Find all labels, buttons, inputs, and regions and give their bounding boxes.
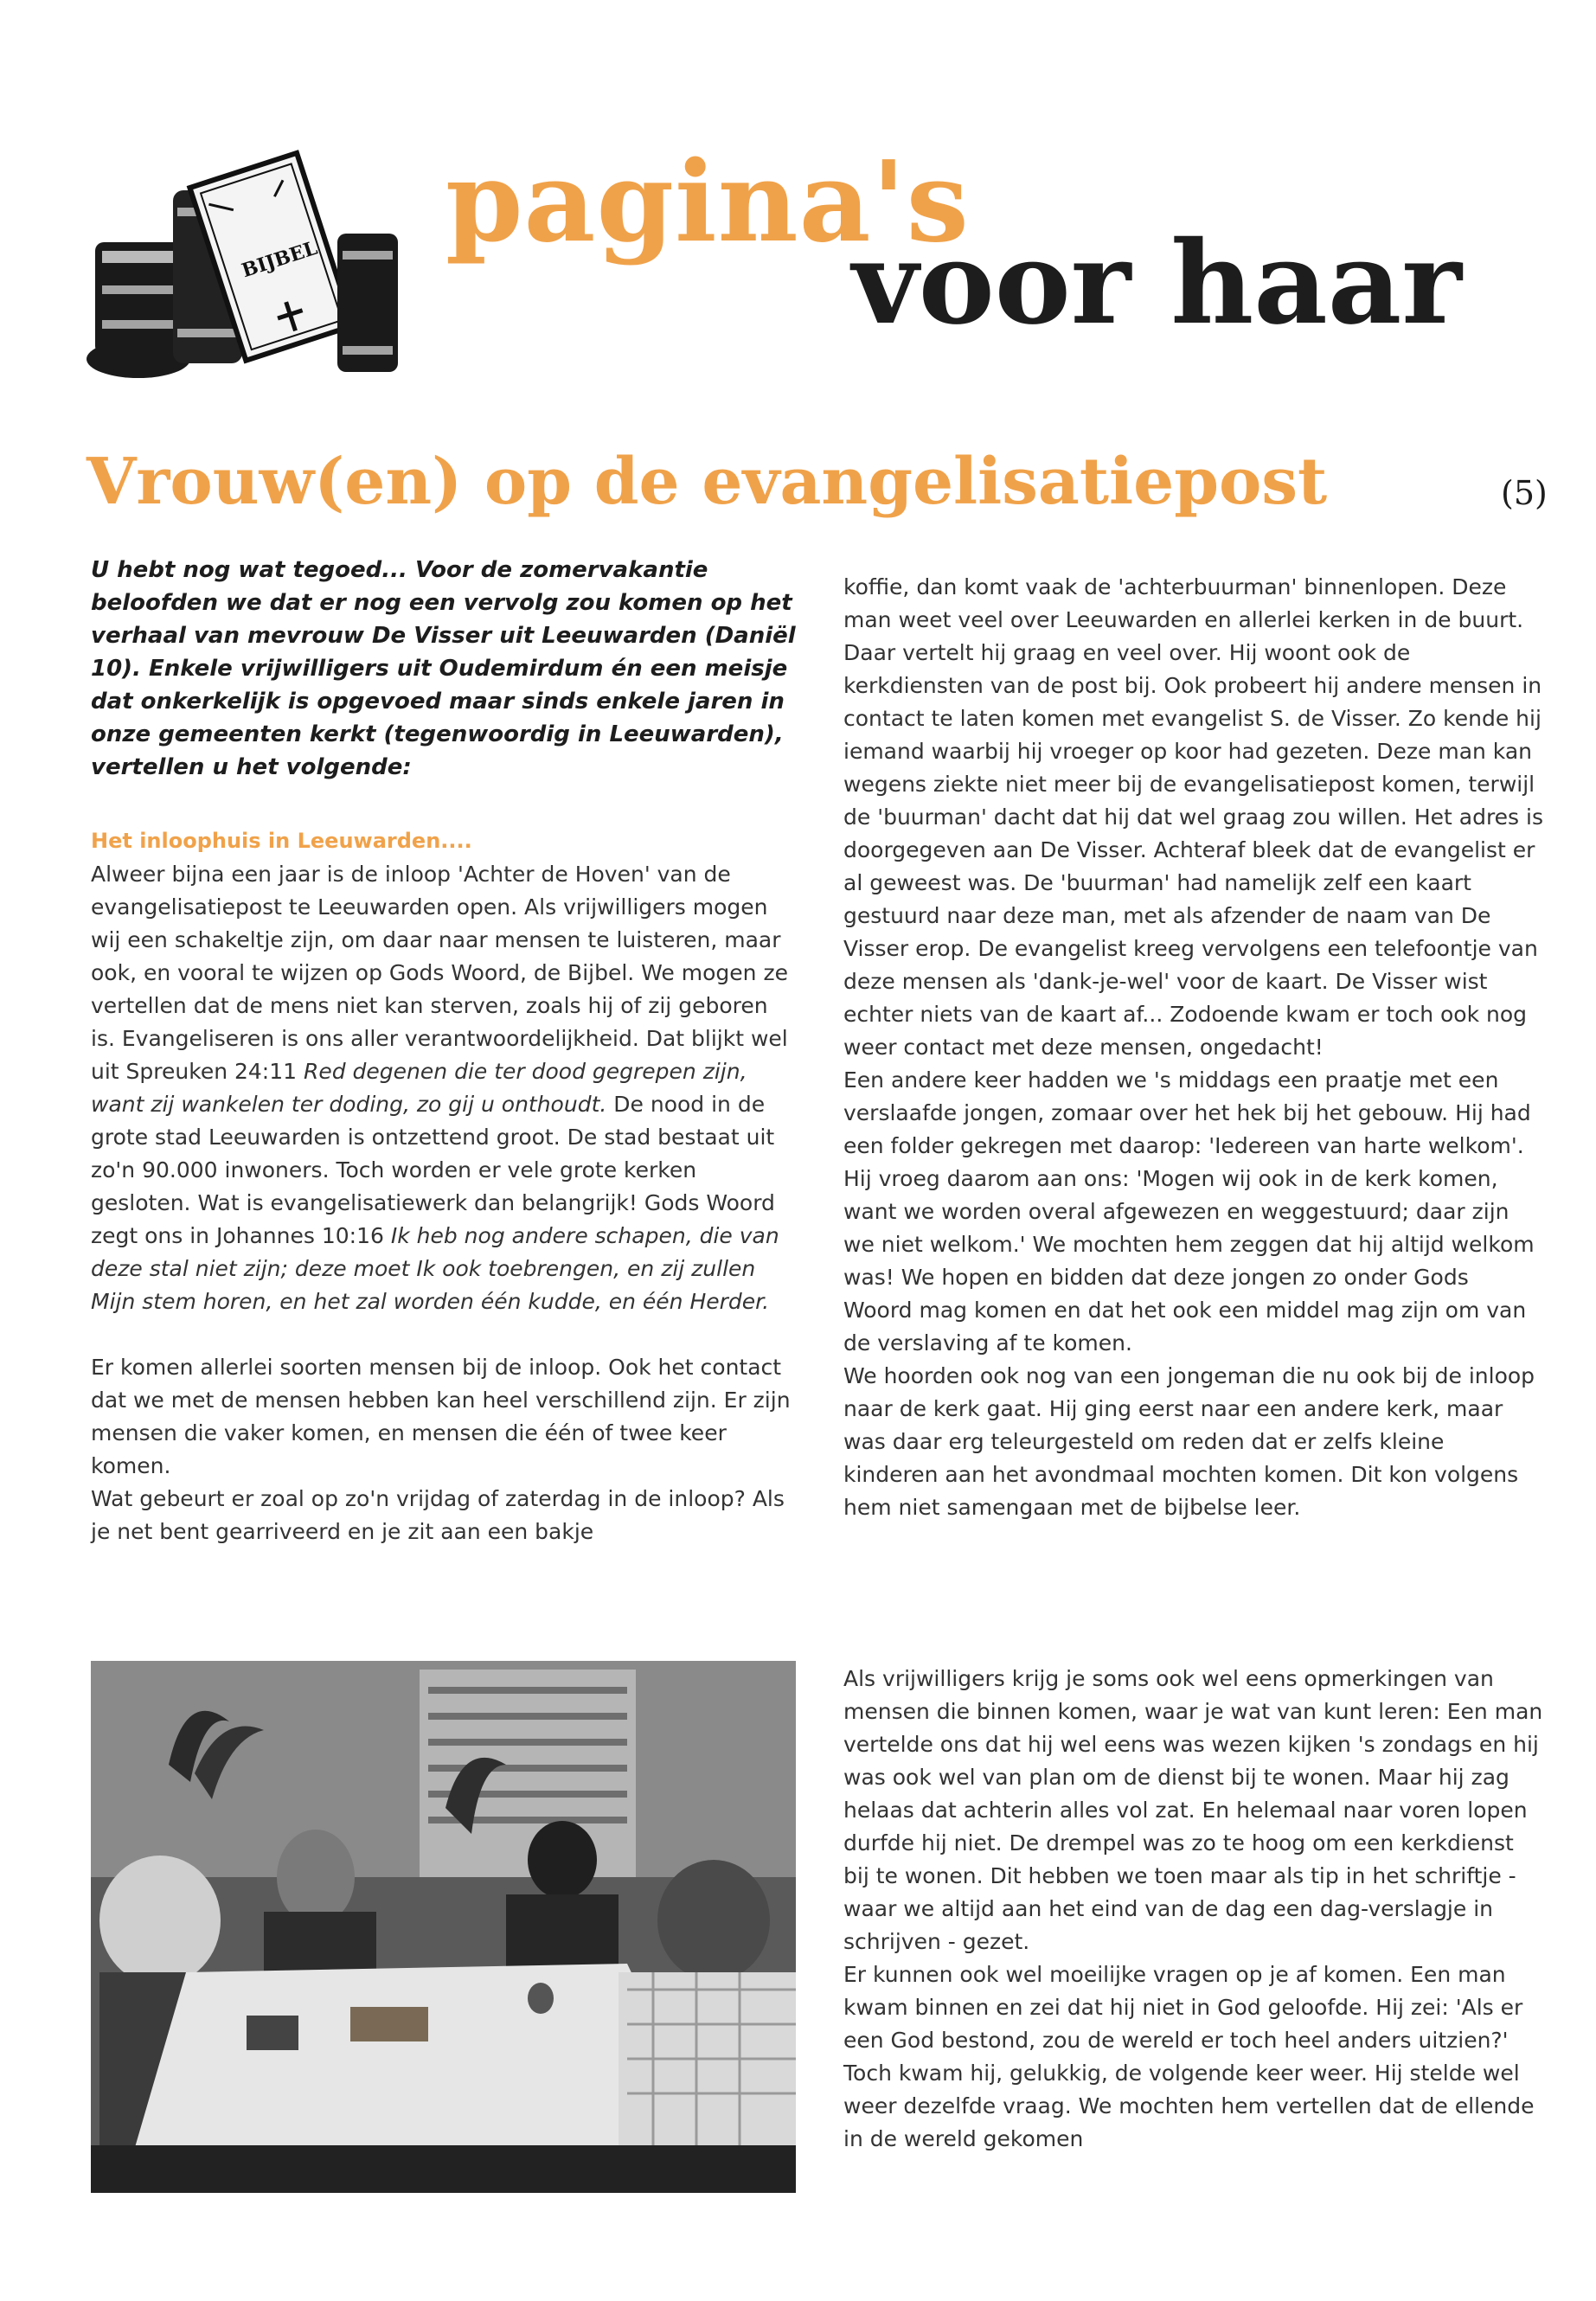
section-title-line1: pagina's (445, 138, 970, 267)
article-intro: U hebt nog wat tegoed... Voor de zomervakantie beloofden we dat er nog een vervolg zou komen op het verhaal van mevrouw De Visser uit Leeuwarden (Daniël 10). Enkele vrijwilligers uit Oudemirdum én een meisje dat onkerkelijk is opgevoed maar sinds enkele jaren in onze gemeenten kerkt (tegenwoordig in Leeuwarden), vertellen u het volgende: (91, 557, 796, 780)
paragraph-r5: Er kunnen ook wel moeilijke vragen op je af komen. Een man kwam binnen en zei dat hij niet in God geloofde. Hij zei: 'Als er een God bestond, zou de wereld er toch heel anders uitzien?' Toch kwam hij, gelukkig, de volgende keer weer. Hij stelde wel weer dezelfde vraag. We mochten hem vertellen dat de ellende in de wereld gekomen (843, 1962, 1535, 2151)
bible-label: BIJBEL (239, 236, 321, 283)
paragraph-1-text-b: De nood in de grote stad Leeuwarden is ontzettend groot. De stad bestaat uit zo'n 90.000 inwoners. Toch worden er vele grote kerken gesloten. Wat is evangelisatiewerk dan belangrijk! Gods Woord zegt ons in Johannes 10:16 (91, 1092, 775, 1248)
paragraph-r2: Een andere keer hadden we 's middags een praatje met een verslaafde jongen, zomaar over het hek bij het gebouw. Hij had een folder gekregen met daarop: 'Iedereen van harte welkom'. Hij vroeg daarom aan ons: 'Mogen wij ook in de kerk komen, want we worden overal afgewezen en weggestuurd; daar zijn we niet welkom.' We mochten hem zeggen dat hij altijd welkom was! We hopen en bidden dat deze jongen zo onder Gods Woord mag komen en dat het ook een middel mag zijn om van de verslaving af te komen. (843, 1067, 1535, 1356)
article-title: Vrouw(en) op de evangelisatiepost (87, 445, 1328, 519)
paragraph-1-text-a: Alweer bijna een jaar is de inloop 'Achter de Hoven' van de evangelisatiepost te Leeuwarden open. Als vrijwilligers mogen wij een schakeltje zijn, om daar naar mensen te luisteren, maar ook, en vooral te wijzen op Gods Woord, de Bijbel. We mogen ze vertellen dat de mens niet kan sterven, zoals hij of zij geboren is. Evangeliseren is ons aller verantwoordelijkheid. Dat blijkt wel uit Spreuken 24:11 (91, 862, 788, 1084)
right-column (843, 571, 1544, 1524)
article-photo (91, 1661, 796, 2193)
paragraph-r3: We hoorden ook nog van een jongeman die nu ook bij de inloop naar de kerk gaat. Hij ging eerst naar een andere kerk, maar was daar erg teleurgesteld om reden dat er zelfs kleine kinderen aan het avondmaal mochten komen. Dit kon volgens hem niet samengaan met de bijbelse leer. (843, 1363, 1535, 1520)
subheading: Het inloophuis in Leeuwarden.... (91, 829, 472, 853)
bible-books-icon (87, 138, 407, 389)
paragraph-2: Er komen allerlei soorten mensen bij de inloop. Ook het contact dat we met de mensen hebben kan heel verschillend zijn. Er zijn mensen die vaker komen, en mensen die één of twee keer komen. (91, 1355, 791, 1478)
section-title-line2: voor haar (852, 216, 1462, 350)
left-column (91, 554, 796, 1548)
paragraph-3: Wat gebeurt er zoal op zo'n vrijdag of zaterdag in de inloop? Als je net bent gearriveerd en je zit aan een bakje (91, 1486, 785, 1544)
paragraph-1 (91, 858, 796, 1318)
paragraph-r1: koffie, dan komt vaak de 'achterbuurman' binnenlopen. Deze man weet veel over Leeuwarden en allerlei kerken in de buurt. Daar vertelt hij graag en veel over. Hij woont ook de kerkdiensten van de post bij. Ook probeert hij andere mensen in contact te laten komen met evangelist S. de Visser. Zo kende hij iemand waarbij hij vroeger op koor had gezeten. Deze man kan wegens ziekte niet meer bij de evangelisatiepost komen, terwijl de 'buurman' dacht dat hij dat wel graag zou willen. Het adres is doorgegeven aan De Visser. Achteraf bleek dat de evangelist er al geweest was. De 'buurman' had namelijk zelf een kaart gestuurd naar deze man, met als afzender de naam van De Visser erop. De evangelist kreeg vervolgens een telefoontje van deze mensen als 'dank-je-wel' voor de kaart. De Visser wist echter niets van de kaart af... Zodoende kwam er toch ook nog weer contact met deze mensen, ongedacht! (843, 574, 1543, 1060)
books-logo (87, 138, 407, 389)
article-number: (5) (1501, 474, 1548, 512)
photo-illustration (91, 1661, 796, 2193)
paragraph-r4: Als vrijwilligers krijg je soms ook wel eens opmerkingen van mensen die binnen komen, waar je wat van kunt leren: Een man vertelde ons dat hij wel eens was wezen kijken 's zondags en hij was ook wel van plan om de dienst bij te wonen. Maar hij zag helaas dat achterin alles vol zat. En helemaal naar voren lopen durfde hij niet. De drempel was zo te hoog om een kerkdienst bij te wonen. Dit hebben we toen maar als tip in het schriftje - waar we altijd aan het eind van de dag een dag-verslagje in schrijven - gezet. (843, 1666, 1543, 1954)
quote-johannes: Ik heb nog andere schapen, die van deze stal niet zijn; deze moet Ik ook toebrengen, en zij zullen Mijn stem horen, en het zal worden één kudde, en één Herder. (91, 1223, 779, 1314)
right-column-lower (843, 1663, 1544, 2156)
quote-spreuken: Red degenen die ter dood gegrepen zijn, want zij wankelen ter doding, zo gij u onthoudt. (91, 1059, 747, 1117)
